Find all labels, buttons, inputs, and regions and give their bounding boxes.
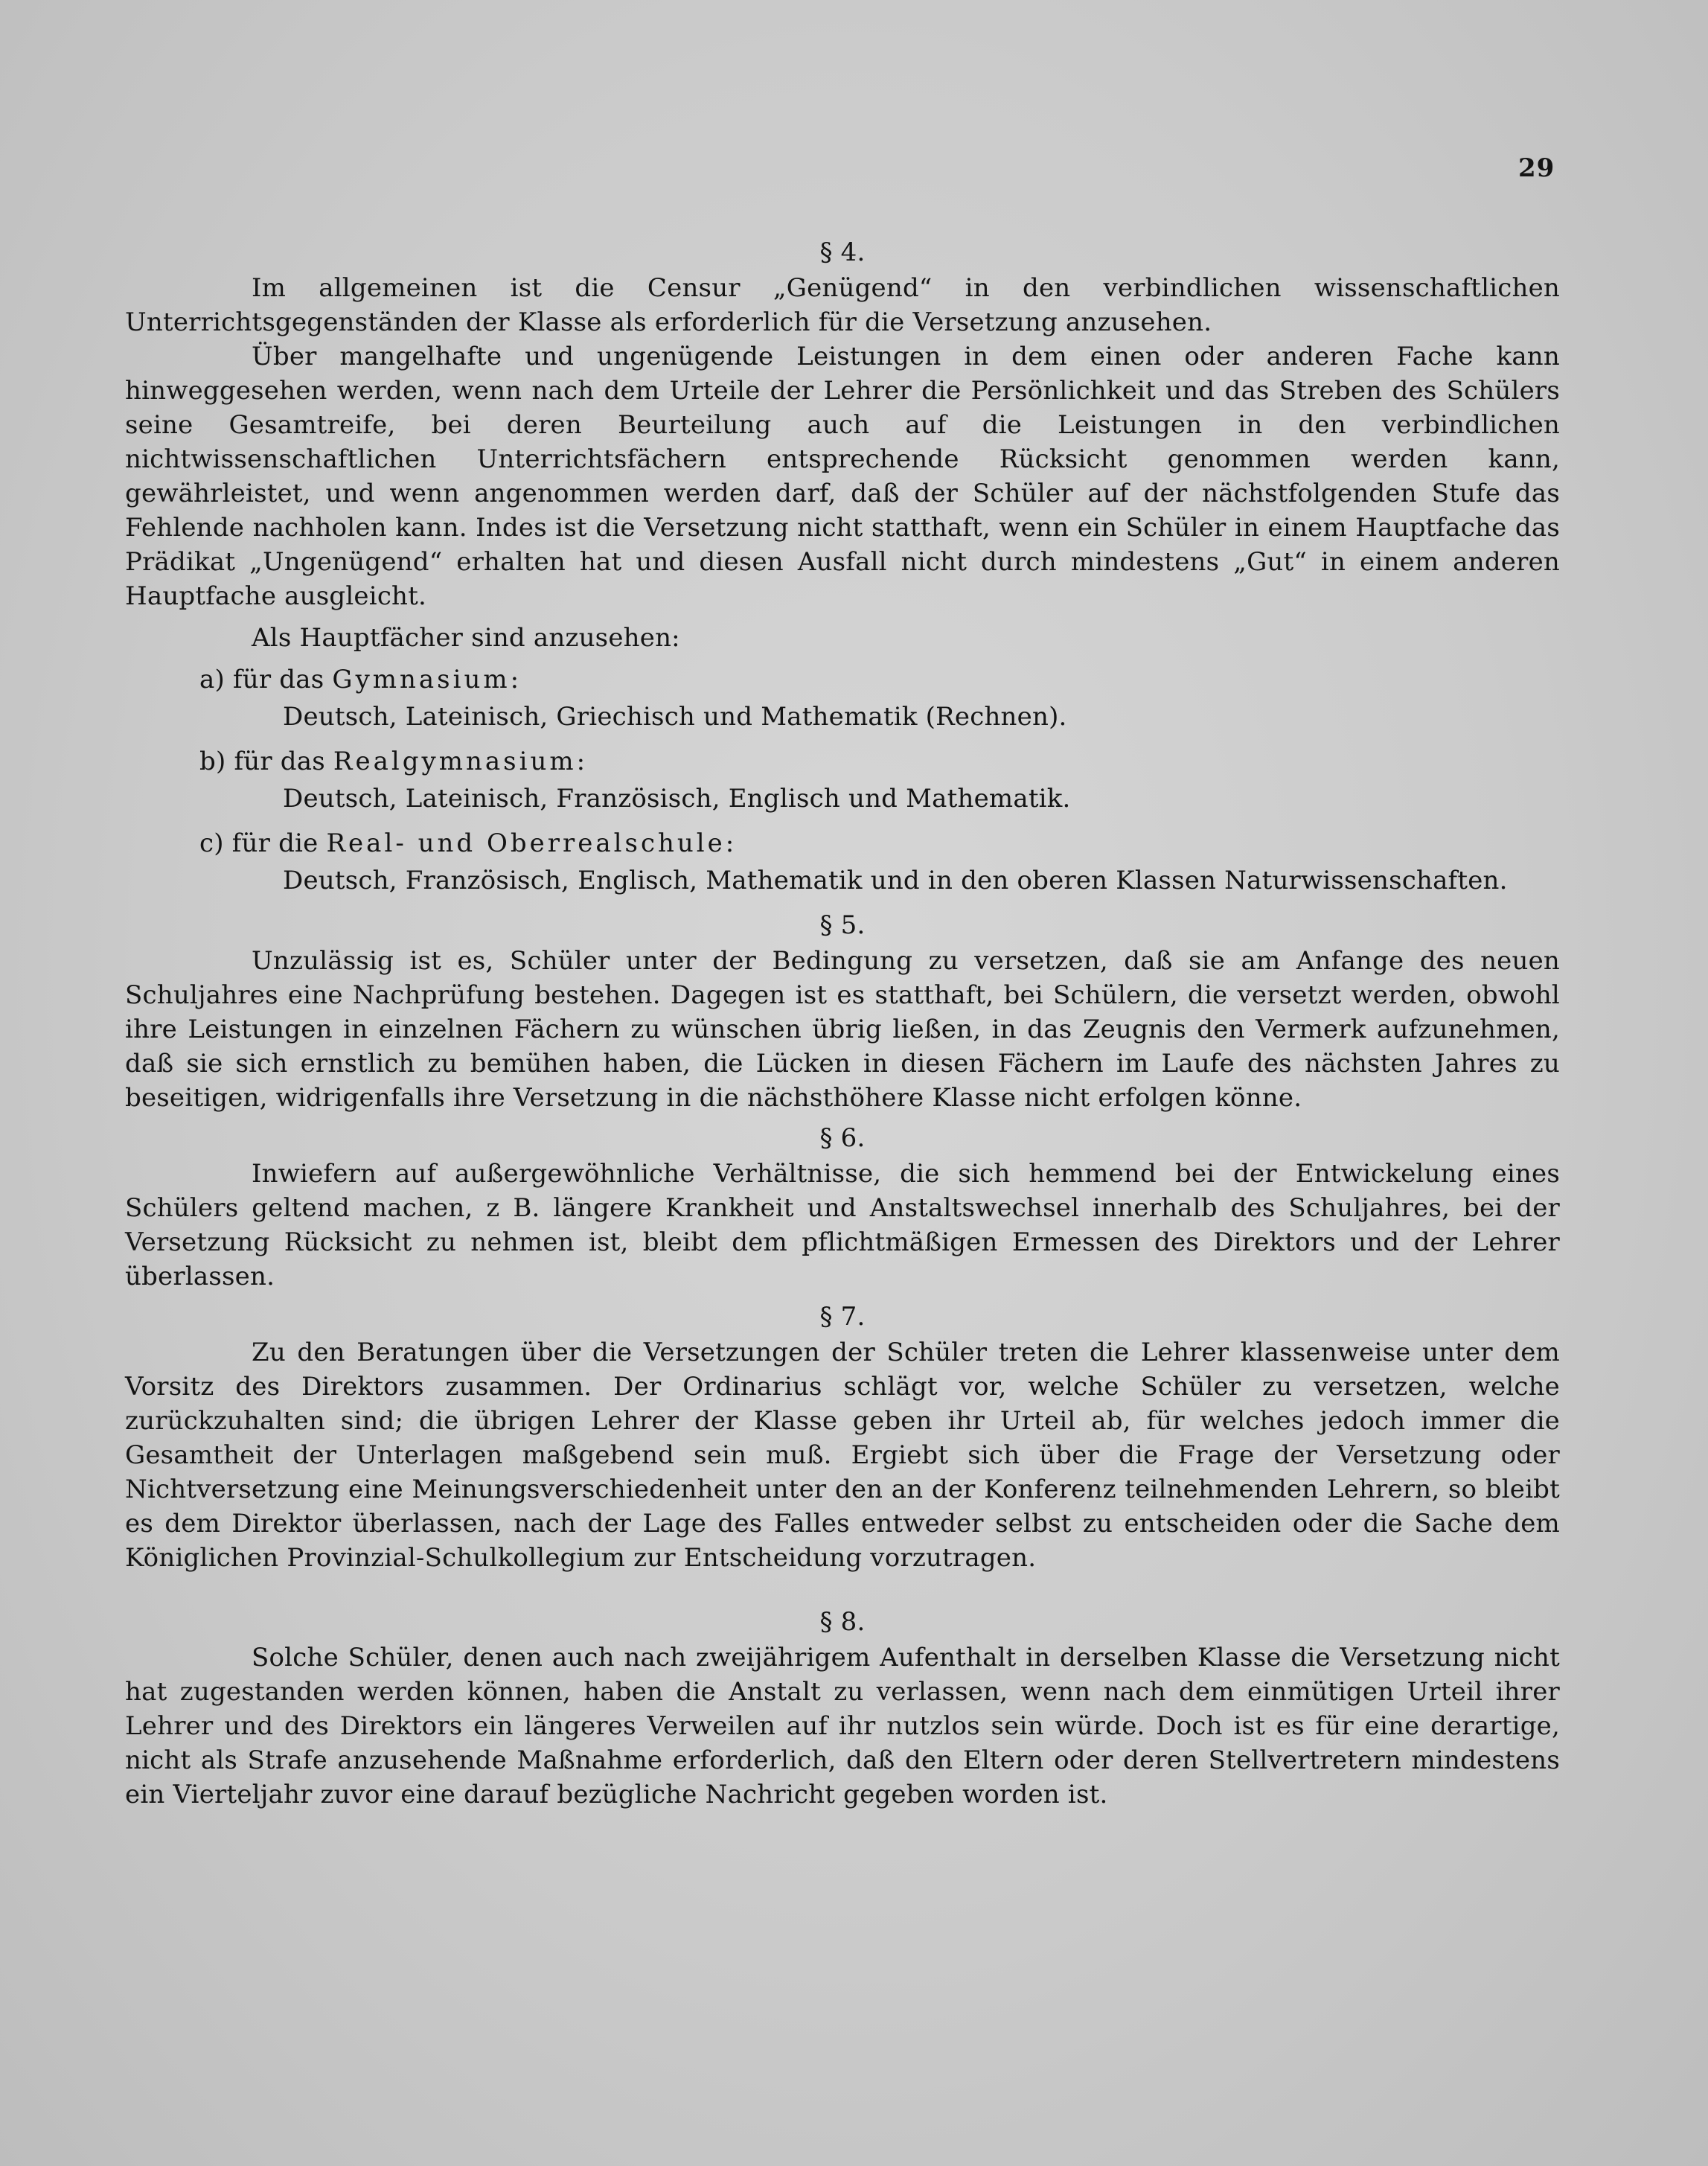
list-label-prefix: für die <box>231 828 319 858</box>
school-type-realgymnasium: Realgymnasium: <box>333 747 589 776</box>
section-4-paragraph-2: Über mangelhafte und ungenügende Leistungen in dem einen oder anderen Fache kann hinweggesehen werden, wenn nach dem Urteile der Lehrer die Persönlichkeit und das Streben des Schülers seine Gesamtreife, bei deren Beurteilung auch auf die Leistungen in den verbindlichen nichtwissenschaftlichen Unterrichtsfächern entsprechende Rücksicht genommen werden kann, gewährleistet, und wenn angenommen werden darf, daß der Schüler auf der nächstfolgenden Stufe das Fehlende nachholen kann. Indes ist die Versetzung nicht statthaft, wenn ein Schüler in einem Hauptfache das Prädikat „Ungenügend“ erhalten hat und diesen Ausfall nicht durch mindestens „Gut“ in einem anderen Hauptfache ausgleicht. <box>125 342 1560 611</box>
school-type-oberrealschule: Real- und Oberrealschule: <box>326 828 738 858</box>
section-5-heading: § 5. <box>819 910 866 940</box>
section-6-paragraph: Inwiefern auf außergewöhnliche Verhältnisse, die sich hemmend bei der Entwickelung eines Schülers geltend machen, z B. längere Krankheit und Anstaltswechsel innerhalb des Schuljahres, bei der Versetzung Rücksicht zu nehmen ist, bleibt dem pflichtmäßigen Ermessen des Direktors und der Lehrer überlassen. <box>125 1159 1560 1291</box>
list-item-subjects: Deutsch, Lateinisch, Griechisch und Mathematik (Rechnen). <box>283 702 1067 732</box>
section-8-paragraph: Solche Schüler, denen auch nach zweijährigem Aufenthalt in derselben Klasse die Versetzung nicht hat zugestanden werden können, haben die Anstalt zu verlassen, wenn nach dem einmütigen Urteil ihrer Lehrer und des Direktors ein längeres Verweilen auf ihr nutzlos sein würde. Doch ist es für eine derartige, nicht als Strafe anzusehende Maßnahme erforderlich, daß den Eltern oder deren Stellvertretern mindestens ein Vierteljahr zuvor eine darauf bezügliche Nachricht gegeben worden ist. <box>125 1643 1560 1809</box>
page-number: 29 <box>1518 153 1555 183</box>
list-item-label <box>125 662 1560 697</box>
list-label-prefix: für das <box>234 747 325 776</box>
school-type-gymnasium: Gymnasium: <box>332 665 522 694</box>
list-item-label <box>125 826 1560 860</box>
section-7-paragraph: Zu den Beratungen über die Versetzungen der Schüler treten die Lehrer klassenweise unter dem Vorsitz des Direktors zusammen. Der Ordinarius schlägt vor, welche Schüler zu versetzen, welche zurückzuhalten sind; die übrigen Lehrer der Klasse geben ihr Urteil ab, für welches jedoch immer die Gesamtheit der Unterlagen maßgebend sein muß. Ergiebt sich über die Frage der Versetzung oder Nichtversetzung eine Meinungsverschiedenheit unter den an der Konferenz teilnehmenden Lehrern, so bleibt es dem Direktor überlassen, nach der Lage des Falles entweder selbst zu entscheiden oder die Sache dem Königlichen Provinzial-Schulkollegium zur Entscheidung vorzutragen. <box>125 1338 1560 1573</box>
section-5-paragraph: Unzulässig ist es, Schüler unter der Bedingung zu versetzen, daß sie am Anfange des neuen Schuljahres eine Nachprüfung bestehen. Dagegen ist es statthaft, bei Schülern, die versetzt werden, obwohl ihre Leistungen in einzelnen Fächern zu wünschen übrig ließen, in das Zeugnis den Vermerk aufzunehmen, daß sie sich ernstlich zu bemühen haben, die Lücken in diesen Fächern im Laufe des nächsten Jahres zu beseitigen, widrigenfalls ihre Versetzung in die nächsthöhere Klasse nicht erfolgen könne. <box>125 946 1560 1113</box>
list-item-subjects: Deutsch, Lateinisch, Französisch, Englisch und Mathematik. <box>283 784 1071 814</box>
hauptfaecher-intro: Als Hauptfächer sind anzusehen: <box>252 623 680 653</box>
section-8-heading: § 8. <box>819 1607 866 1637</box>
page-body <box>125 229 1560 1812</box>
section-6-heading: § 6. <box>819 1123 866 1153</box>
hauptfaecher-list <box>125 662 1560 898</box>
section-4-heading: § 4. <box>819 237 866 267</box>
section-7-heading: § 7. <box>819 1302 866 1332</box>
list-item-label <box>125 744 1560 779</box>
section-4-paragraph-1: Im allgemeinen ist die Censur „Genügend“ in den verbindlichen wissenschaftlichen Unterrichtsgegenständen der Klasse als erforderlich für die Versetzung anzusehen. <box>125 273 1560 337</box>
list-marker: b) <box>199 747 226 776</box>
list-label-prefix: für das <box>232 665 324 694</box>
list-item-subjects: Deutsch, Französisch, Englisch, Mathematik und in den oberen Klassen Naturwissenschaften. <box>283 866 1508 895</box>
list-marker: a) <box>199 665 225 694</box>
list-marker: c) <box>199 828 224 858</box>
